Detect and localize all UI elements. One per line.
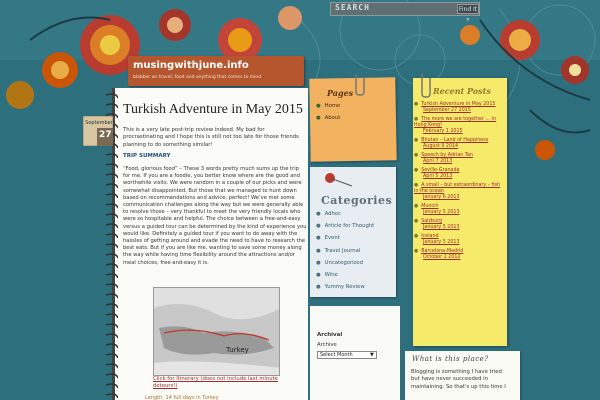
pages-list [316,103,340,127]
recent-post-item[interactable]: ● Speech by Adrian Tan April 7 2013 [414,153,473,164]
archive-month-select[interactable]: Select Month [317,351,377,359]
categories-title: Categories [321,194,393,207]
category-item[interactable]: ● Wine [316,271,338,278]
bullet-icon: ● [414,204,419,209]
search-label: SEARCH [335,3,370,12]
bullet-icon: ● [316,259,321,266]
about-text: Blogging is something I have tried but have never succeeded in maintaining. So that's up this time I [411,369,506,390]
bullet-icon: ● [414,219,419,224]
recent-post-item[interactable]: ● Iceland January 5 2013 [414,234,460,245]
bullet-icon: ● [414,102,419,107]
itinerary-link[interactable]: Click for Itinerary (does not include last minute detours!) [153,376,278,389]
bullet-icon: ● [414,138,419,143]
chevron-down-icon[interactable]: ▼ [370,352,374,358]
paperclip-icon [418,72,434,98]
category-item[interactable]: ● Article for Thought [316,223,375,230]
bullet-icon: ● [316,235,321,242]
date-day: 27 [99,130,112,140]
bullet-icon: ● [316,115,321,121]
pin-icon [322,170,362,190]
recent-post-item[interactable]: ● Barcelona-Madrid October 2 2012 [414,249,464,260]
bullet-icon: ● [414,183,419,188]
category-item[interactable]: ● Adhoc [316,211,342,217]
bullet-icon: ● [316,284,321,291]
category-item[interactable]: ● Travel Journal [316,247,361,254]
search-button[interactable]: Find It » [458,6,478,23]
turkey-map-image[interactable] [153,287,280,376]
about-title: What is this place? [412,355,489,363]
site-title[interactable]: musingwithjune.info [133,60,249,71]
categories-list [316,211,374,296]
bullet-icon: ● [414,168,419,173]
post-body: “Food, glorious food” – These 3 words pretty much sums up the trip for me. If you are a foodie, you better know where are the good and worthwhile visits. We were random in a couple of our picks and were somewhat disappointed. But those that we managed to hunt down based on recommendations and advice, perfect! We’ve met some communication challenges along the way but we were generally able to resolve those – very thankful to meet the very friendly locals who were so hospitable and helpful. The choice between a free-and-easy versus a guided tour can be determined by the kind of experience you would like. Definitely a guided tour if you want to do away with the hassles of getting around and evade the need to have to research the best eats. But if you are like me, wanting to save some money along the way while having time flexibility around the attractions and/or meal choices, free-and-easy it is. [123,166,307,266]
post-intro: This is a very late post-trip review indeed. My bad for procrastinating and I hope this is still not too late for those friends planning to do something similar! [123,127,299,148]
map-icon [154,288,280,376]
archive-heading: Archival [317,332,343,338]
recent-post-item[interactable]: ● Seville-Granada April 5 2013 [414,168,460,179]
recent-post-item[interactable]: ● Turkish Adventure in May 2015 September 27 2015 [414,102,496,113]
recent-posts-list [414,102,506,264]
recent-post-item[interactable]: ● Salzburg January 5 2013 [414,219,460,230]
bullet-icon: ● [316,247,321,254]
recent-posts-title: Recent Posts [433,86,491,96]
pages-title: Pages [327,88,354,98]
pages-item-home[interactable]: ● Home [316,103,341,109]
bullet-icon: ● [414,153,419,158]
category-item[interactable]: ● Yummy Review [316,284,365,291]
bullet-icon: ● [414,117,419,122]
archive-label: Archive [317,342,337,348]
date-month: September [85,120,113,126]
post-title[interactable]: Turkish Adventure in May 2015 [123,102,303,117]
bullet-icon: ● [414,249,419,254]
map-label: Turkey [226,346,249,354]
bullet-icon: ● [316,211,321,217]
category-item[interactable]: ● Uncategorized [316,259,364,266]
bullet-icon: ● [316,271,321,278]
recent-post-item[interactable]: ● The more we are together … in Hong Kong! February 1 2015 [414,117,497,134]
recent-post-item[interactable]: ● Bhutan – Land of Happiness August 9 2014 [414,138,489,149]
recent-post-item[interactable]: ● A small – but extraordinary – fish in the ocean January 6 2013 [414,183,501,200]
bullet-icon: ● [316,223,321,230]
recent-post-item[interactable]: ● Munich January 5 2013 [414,204,460,215]
bullet-icon: ● [414,234,419,239]
pages-item-about[interactable]: ● About [316,115,341,121]
trip-length-link[interactable]: Length: 14 full days in Turkey [145,395,219,400]
category-item[interactable]: ● Event [316,235,340,242]
bullet-icon: ● [316,103,321,109]
trip-summary-heading: TRIP SUMMARY [123,153,171,159]
site-tagline: blabber on travel, food and anything that comes to mind [133,75,262,80]
